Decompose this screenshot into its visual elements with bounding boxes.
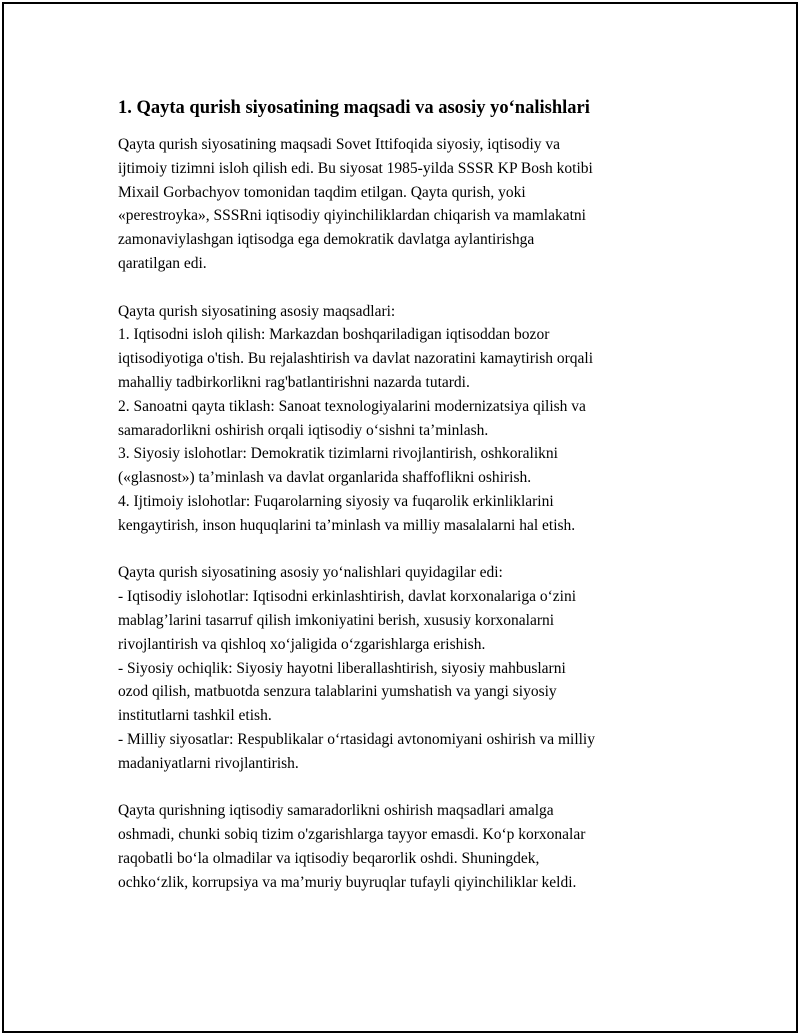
text-line: madaniyatlarni rivojlantirish.: [118, 754, 299, 772]
text-line: qaratilgan edi.: [118, 254, 207, 272]
paragraph-outcome: [118, 799, 718, 894]
text-line: («glasnost») ta’minlash va davlat organlarida shaffoflikni oshirish.: [118, 469, 532, 487]
text-line: institutlarni tashkil etish.: [118, 707, 272, 725]
paragraph-goal: [118, 133, 718, 276]
text-line: ijtimoiy tizimni isloh qilish edi. Bu siyosat 1985-yilda SSSR KP Bosh kotibi: [118, 159, 593, 177]
text-line: rivojlantirish va qishloq xo‘jaligida o‘zgarishlarga erishish.: [118, 635, 486, 653]
text-line: kengaytirish, inson huquqlarini ta’minlash va milliy masalalarni hal etish.: [118, 516, 576, 534]
text-line: zamonaviylashgan iqtisodga ega demokratik davlatga aylantirishga: [118, 231, 535, 249]
text-line: raqobatli bo‘la olmadilar va iqtisodiy beqarorlik oshdi. Shuningdek,: [118, 849, 540, 867]
paragraph-spacer: [118, 276, 718, 300]
text-line: «perestroyka», SSSRni iqtisodiy qiyinchiliklardan chiqarish va mamlakatni: [118, 207, 586, 225]
text-line: oshmadi, chunki sobiq tizim o'zgarishlarga tayyor emasdi. Ko‘p korxonalar: [118, 826, 586, 844]
list-item: 2. Sanoatni qayta tiklash: Sanoat texnologiyalarini modernizatsiya qilish va: [118, 397, 586, 415]
text-line: ochko‘zlik, korrupsiya va ma’muriy buyruqlar tufayli qiyinchiliklar keldi.: [118, 873, 577, 891]
paragraph-spacer: [118, 776, 718, 800]
list-item: - Milliy siyosatlar: Respublikalar o‘rtasidagi avtonomiyani oshirish va milliy: [118, 730, 595, 748]
list-item: - Siyosiy ochiqlik: Siyosiy hayotni liberallashtirish, siyosiy mahbuslarni: [118, 659, 566, 677]
document-body: [118, 96, 718, 895]
text-line: ozod qilish, matbuotda senzura talablarini yumshatish va yangi siyosiy: [118, 683, 557, 701]
paragraph-main-goals: [118, 300, 718, 538]
paragraph-directions: [118, 561, 718, 775]
paragraph-spacer: [118, 538, 718, 562]
list-item: 4. Ijtimoiy islohotlar: Fuqarolarning siyosiy va fuqarolik erkinliklarini: [118, 492, 554, 510]
text-line: mablag’larini tasarruf qilish imkoniyatini berish, xususiy korxonalarni: [118, 611, 555, 629]
list-item: 1. Iqtisodni isloh qilish: Markazdan boshqariladigan iqtisoddan bozor: [118, 326, 550, 344]
text-line: Qayta qurish siyosatining asosiy yo‘nalishlari quyidagilar edi:: [118, 564, 503, 582]
document-heading: 1. Qayta qurish siyosatining maqsadi va asosiy yo‘nalishlari: [118, 98, 590, 118]
text-line: Qayta qurishning iqtisodiy samaradorlikni oshirish maqsadlari amalga: [118, 802, 554, 820]
text-line: mahalliy tadbirkorlikni rag'batlantirishni nazarda tutardi.: [118, 373, 470, 391]
text-line: iqtisodiyotiga o'tish. Bu rejalashtirish va davlat nazoratini kamaytirish orqali: [118, 350, 594, 368]
text-line: Mixail Gorbachyov tomonidan taqdim etilgan. Qayta qurish, yoki: [118, 183, 526, 201]
text-line: Qayta qurish siyosatining maqsadi Sovet Ittifoqida siyosiy, iqtisodiy va: [118, 136, 560, 153]
list-item: 3. Siyosiy islohotlar: Demokratik tizimlarni rivojlantirish, oshkoralikni: [118, 445, 558, 463]
list-item: - Iqtisodiy islohotlar: Iqtisodni erkinlashtirish, davlat korxonalariga o‘zini: [118, 588, 577, 606]
text-line: samaradorlikni oshirish orqali iqtisodiy o‘sishni ta’minlash.: [118, 421, 489, 439]
text-line: Qayta qurish siyosatining asosiy maqsadlari:: [118, 302, 396, 320]
